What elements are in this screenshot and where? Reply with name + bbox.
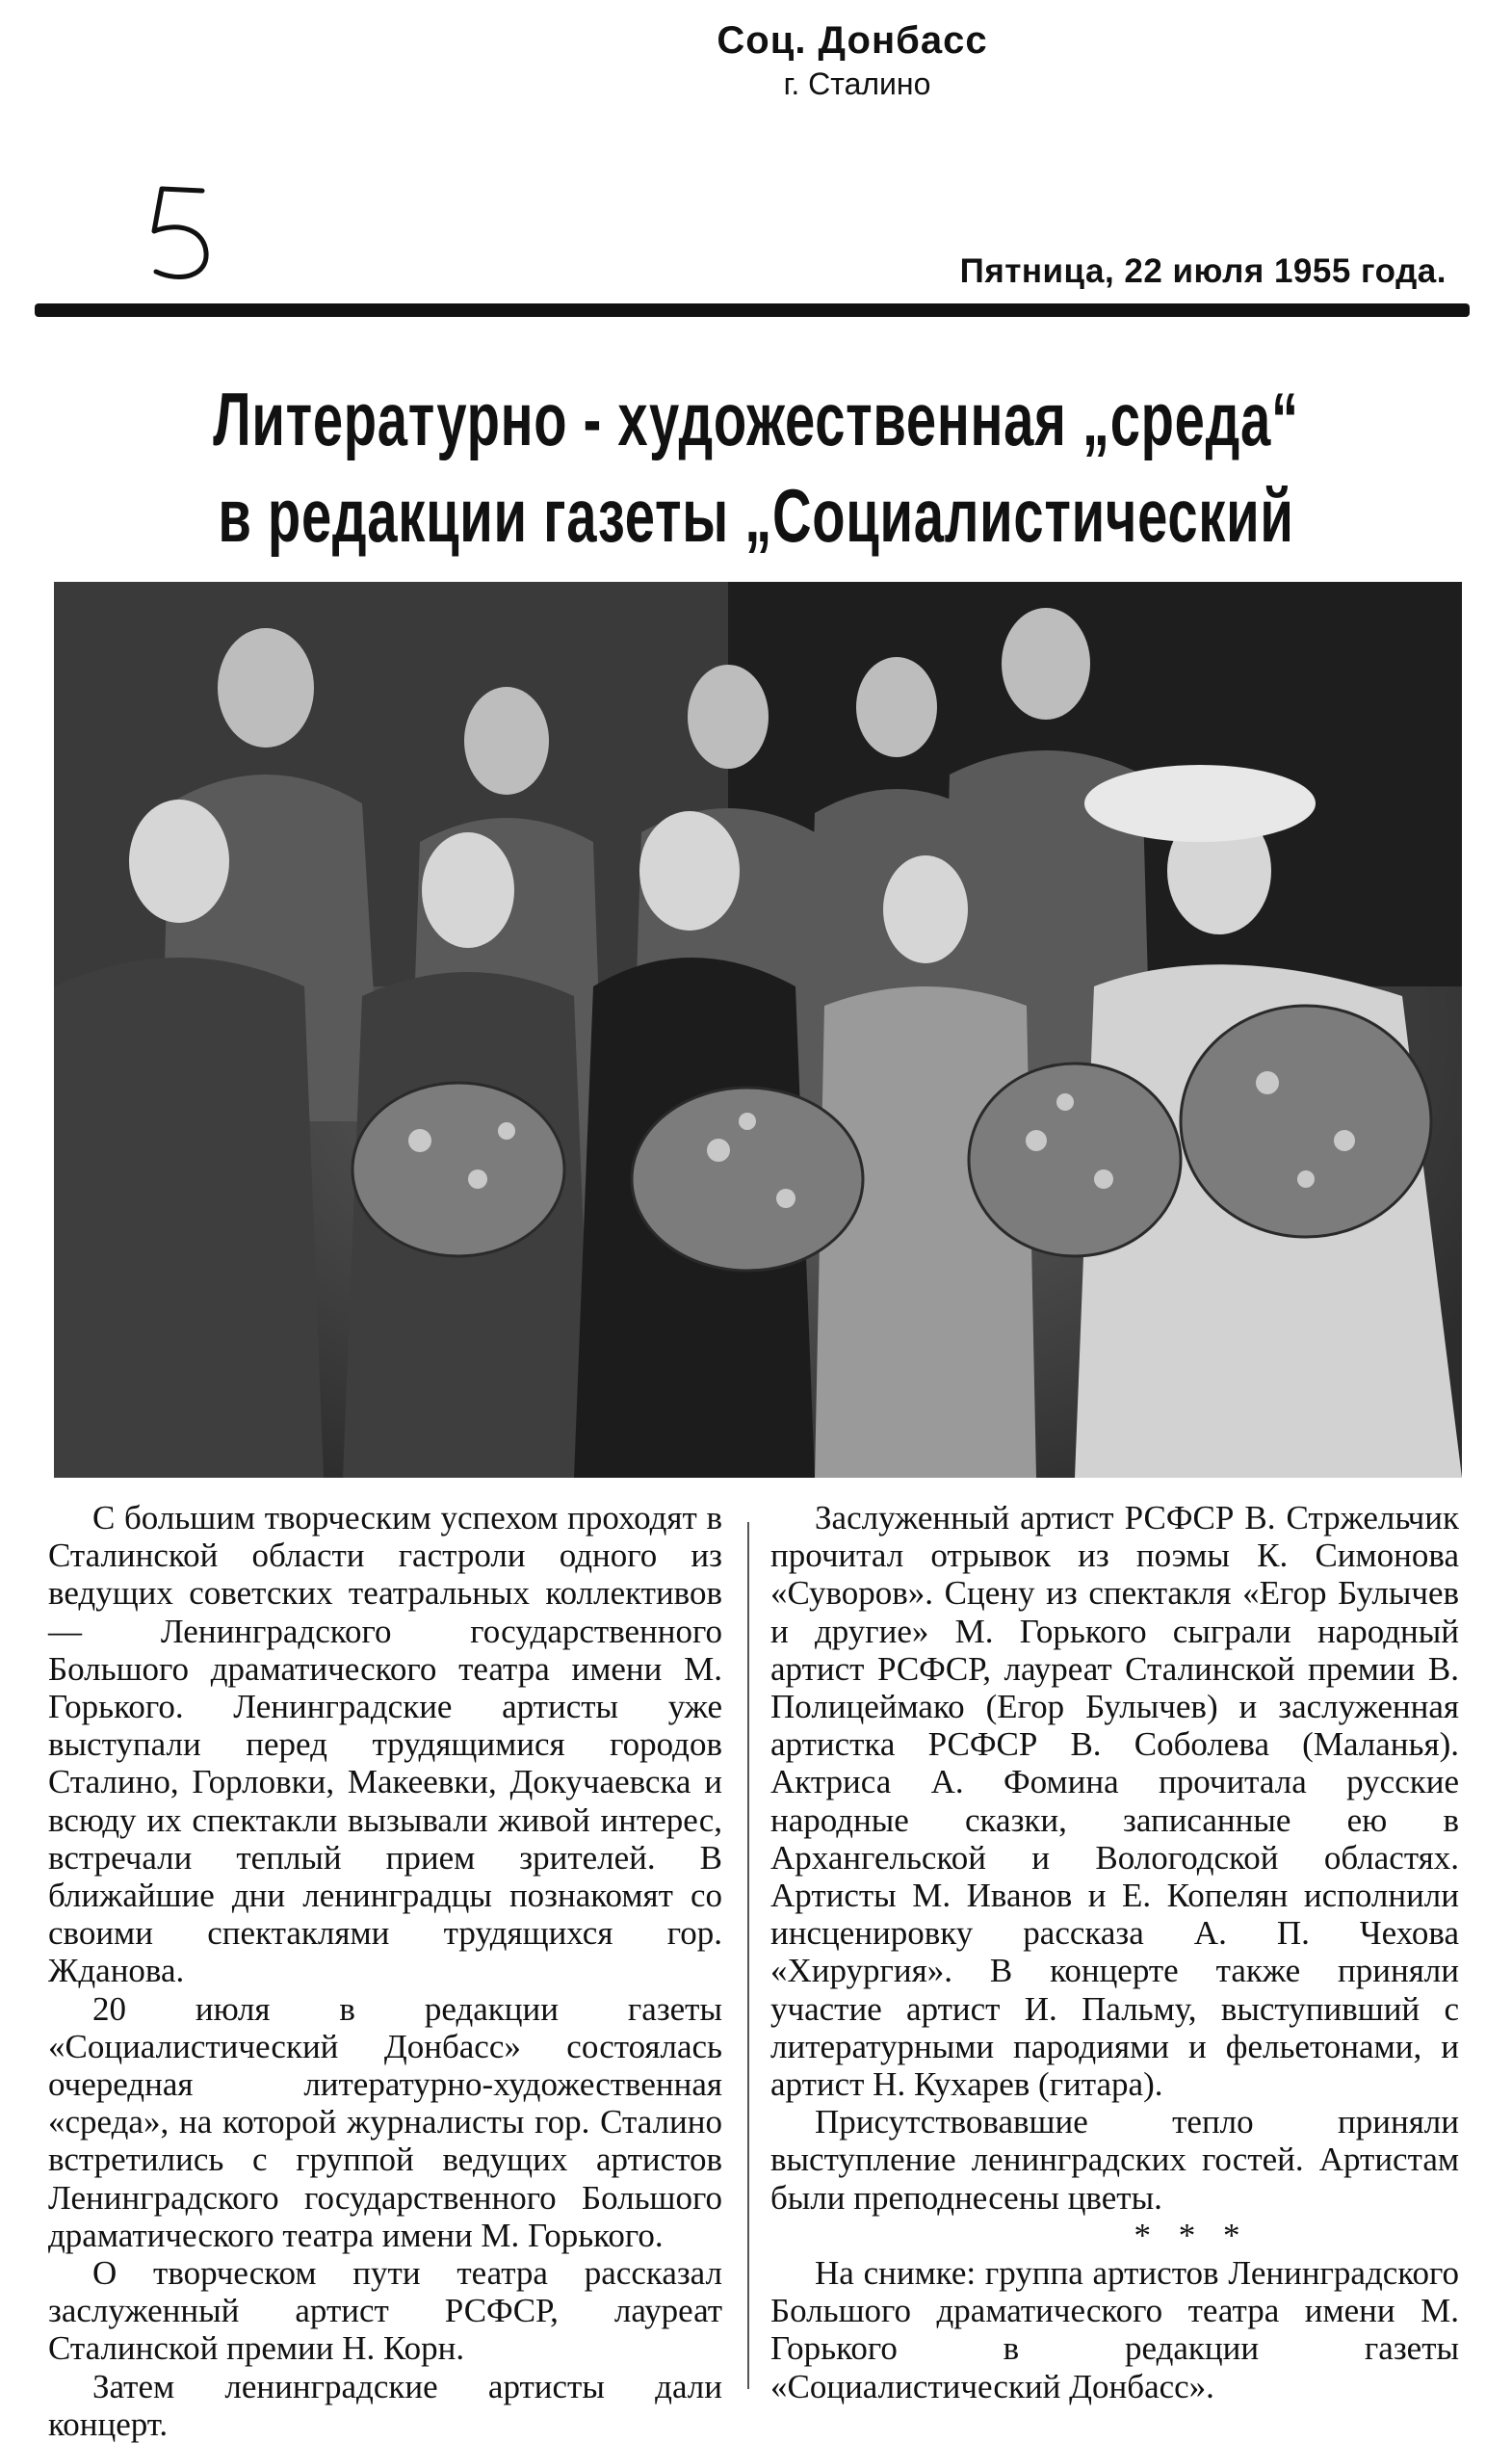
article-paragraph: С большим творческим успехом проходят в Сталинской области гастроли одного из ведущих советских театральных коллективов — Ленинградского государственного Большого драматического театра имени М. Горького. Ленинградские артисты уже выступали перед трудящимися городов Сталино, Горловки, Макеевки, Докучаевска и всюду их спектакли вызывали живой интерес, встречали теплый прием зрителей. В ближайшие дни ленинградцы познакомят со своими спектаклями трудящихся гор. Жданова. <box>48 1499 722 1990</box>
photo-caption: На снимке: группа артистов Ленинградского Большого драматического театра имени М. Горького в редакции газеты «Социалистический Донбасс». <box>770 2254 1459 2405</box>
dateline: Пятница, 22 июля 1955 года. <box>959 252 1447 290</box>
article-paragraph: Заслуженный артист РСФСР В. Стржельчик прочитал отрывок из поэмы К. Симонова «Суворов». Сцену из спектакля «Егор Булычев и другие» М. Горького сыграли народный артист РСФСР, лауреат Сталинской премии В. Полицеймако (Егор Булычев) и заслуженная артистка РСФСР В. Соболева (Маланья). Актриса А. Фомина прочитала русские народные сказки, записанные ею в Архангельской и Вологодской областях. Артисты М. Иванов и Е. Копелян исполнили инсценировку рассказа А. П. Чехова «Хирургия». В концерте также приняли участие артист И. Пальму, выступивший с литературными пародиями и фельетонами, и артист Н. Кухарев (гитара). <box>770 1499 1459 2104</box>
article-paragraph: О творческом пути театра рассказал заслуженный артист РСФСР, лауреат Сталинской премии Н. Корн. <box>48 2254 722 2368</box>
masthead <box>0 19 1512 102</box>
group-photo <box>54 582 1462 1478</box>
column-divider <box>747 1522 749 2389</box>
headline-line-1: Литературно - художественная „среда“ <box>213 377 1299 461</box>
article-column-right <box>770 1499 1459 2405</box>
headline-line-2: в редакции газеты „Социалистический <box>218 473 1294 558</box>
article-paragraph: 20 июля в редакции газеты «Социалистический Донбасс» состоялась очередная литературно-художественная «среда», на которой журналисты гор. Сталино встретились с группой ведущих артистов Ленинградского государственного Большого драматического театра имени М. Горького. <box>48 1989 722 2254</box>
handwritten-number-5 <box>135 183 222 289</box>
article-paragraph: Присутствовавшие тепло приняли выступление ленинградских гостей. Артистам были преподнесены цветы. <box>770 2103 1459 2217</box>
section-separator: * * * <box>1134 2216 1250 2254</box>
article-paragraph: Затем ленинградские артисты дали концерт. <box>48 2367 722 2443</box>
newspaper-city: г. Сталино <box>783 66 931 101</box>
article-column-left <box>48 1499 722 2443</box>
header-rule <box>35 303 1470 317</box>
newspaper-name: Соц. Донбасс <box>717 19 988 62</box>
